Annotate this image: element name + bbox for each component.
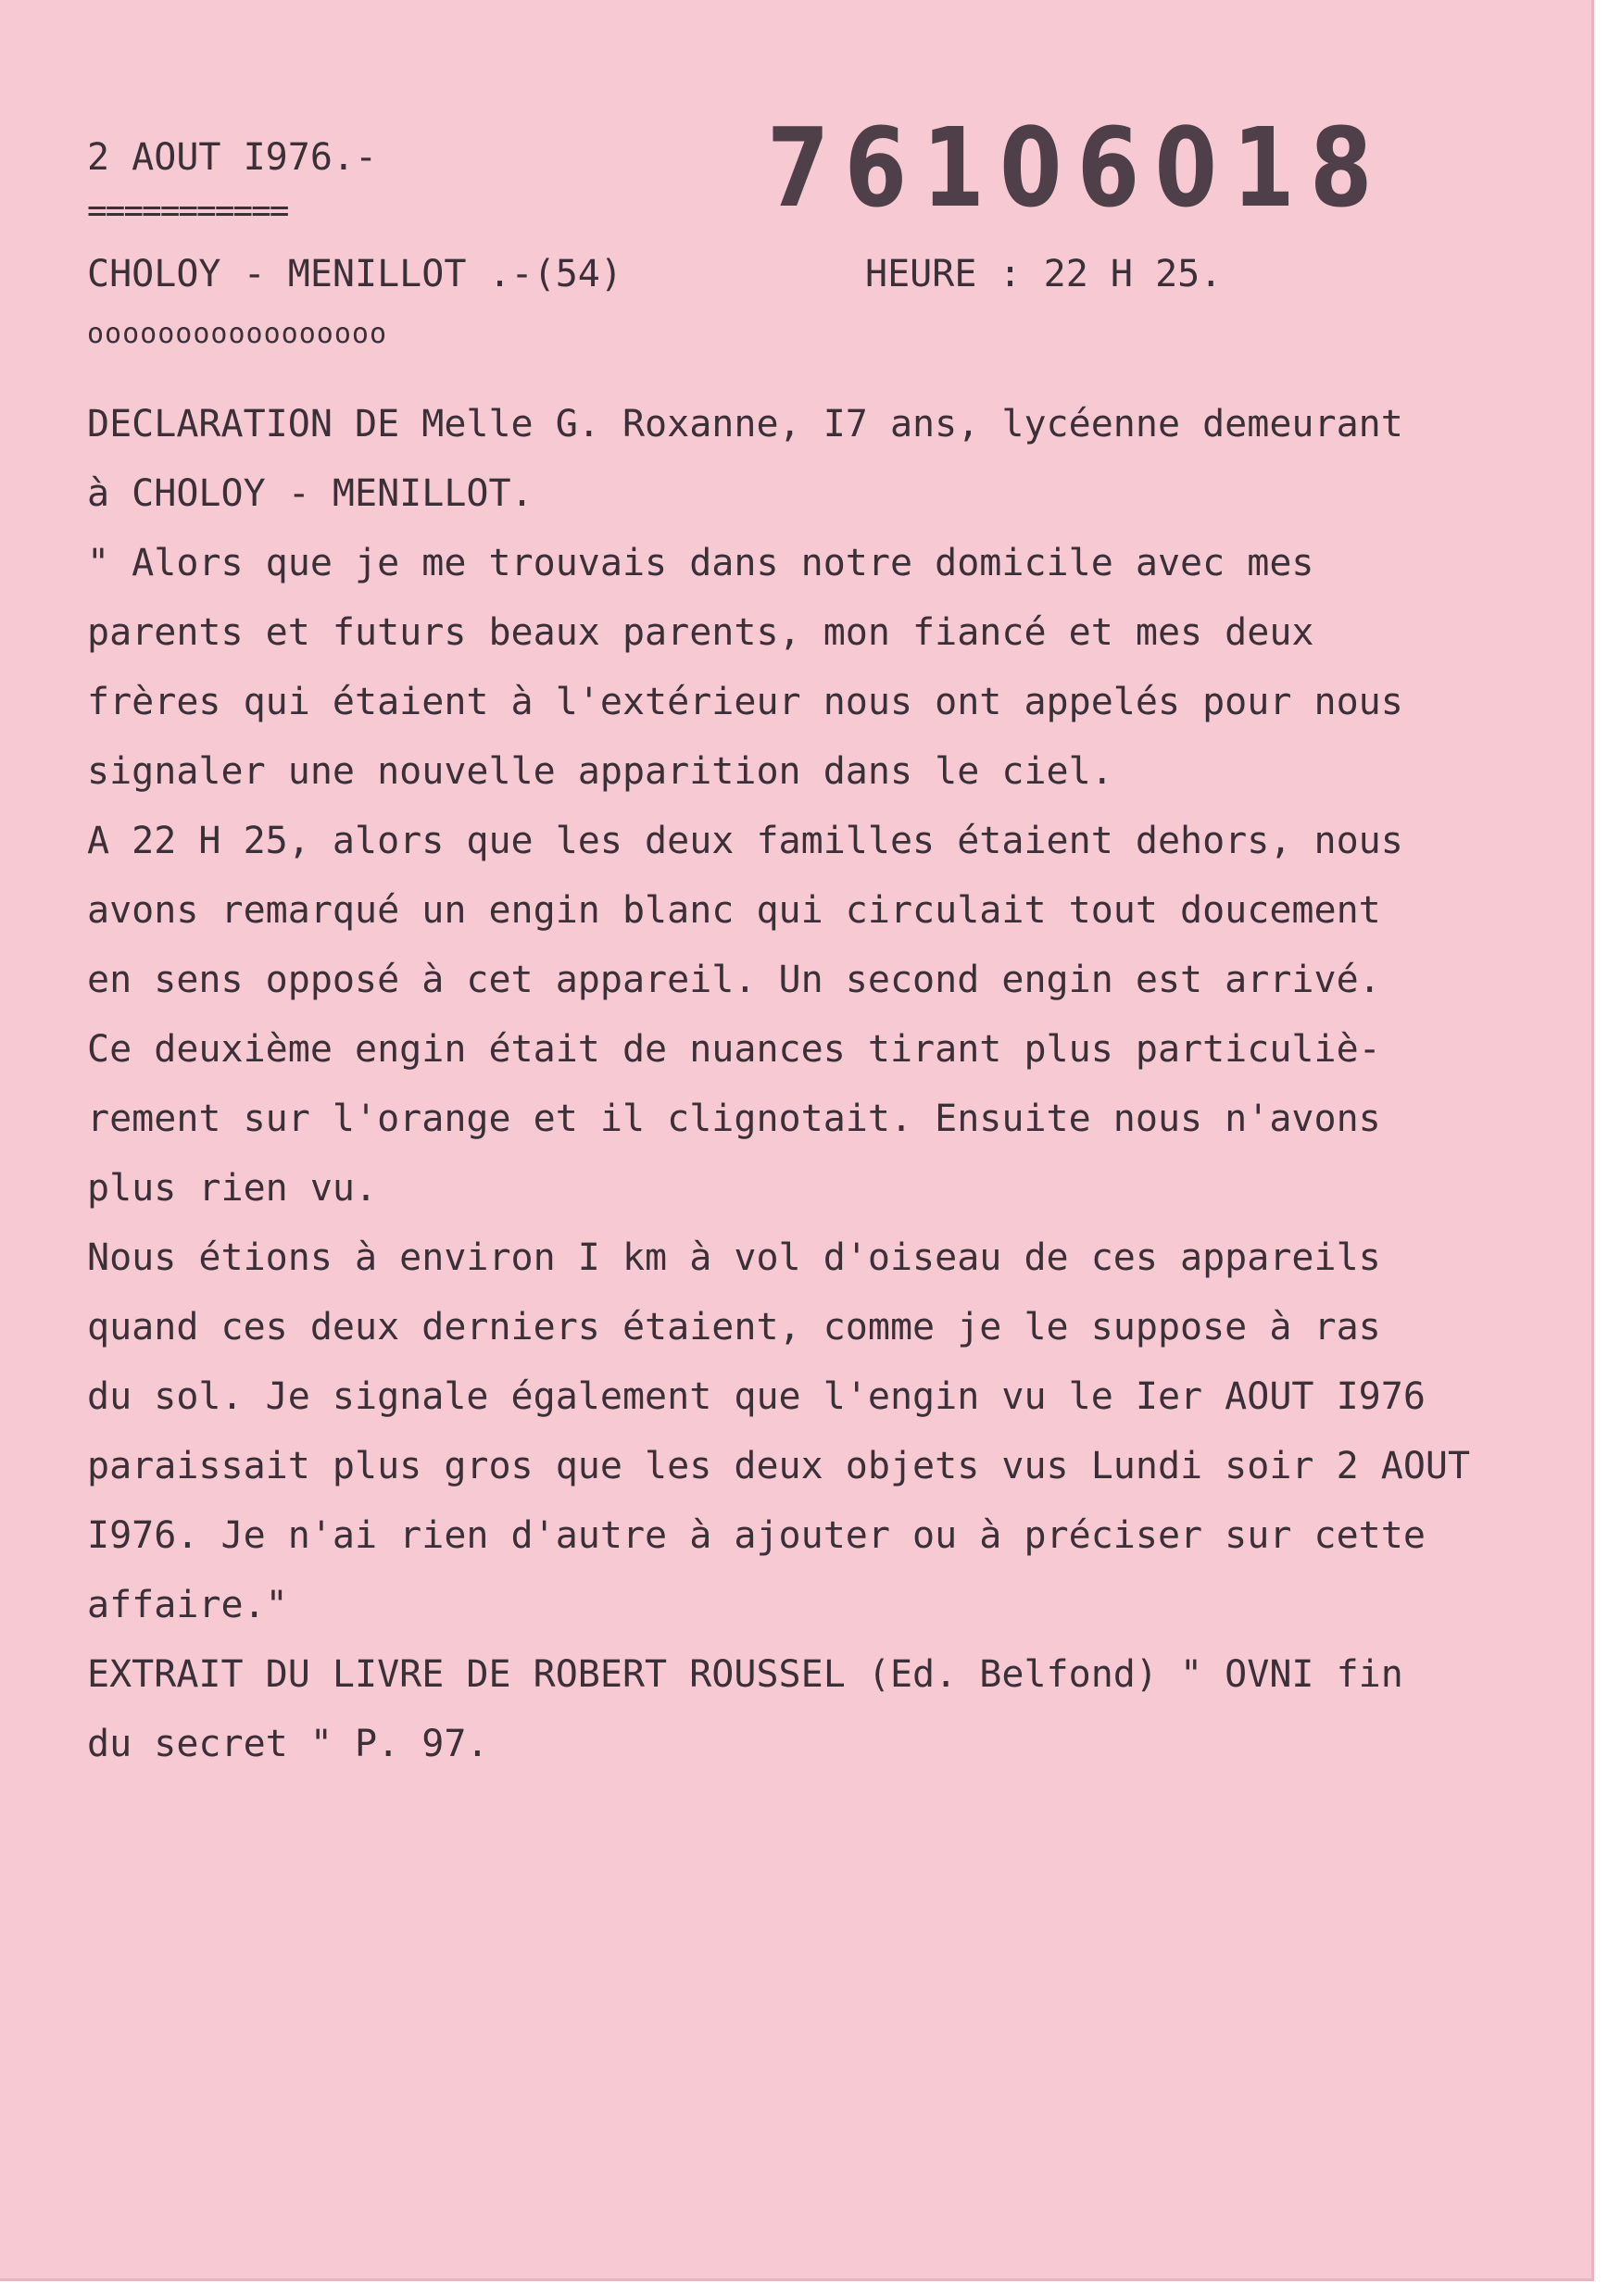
text-line: Ce deuxième engin était de nuances tirant plus particuliè- [87, 1028, 1381, 1071]
text-line: A 22 H 25, alors que les deux familles étaient dehors, nous [87, 820, 1403, 862]
text-line: DECLARATION DE Melle G. Roxanne, I7 ans, lycéenne demeurant [87, 403, 1403, 445]
text-line: I976. Je n'ai rien d'autre à ajouter ou à préciser sur cette [87, 1514, 1426, 1557]
stamped-document-number: 76106018 [767, 104, 1388, 232]
date-underline: =========== [87, 192, 288, 230]
source-citation-line: EXTRAIT DU LIVRE DE ROBERT ROUSSEL (Ed. Belfond) " OVNI fin [87, 1653, 1403, 1696]
text-line: Nous étions à environ I km à vol d'oiseau de ces appareils [87, 1236, 1381, 1279]
text-line: quand ces deux derniers étaient, comme je le suppose à ras [87, 1306, 1381, 1349]
declaration-text [87, 390, 1470, 1779]
text-line: plus rien vu. [87, 1167, 378, 1210]
text-line: paraissait plus gros que les deux objets vus Lundi soir 2 AOUT [87, 1445, 1471, 1487]
text-line: signaler une nouvelle apparition dans le ciel. [87, 750, 1113, 793]
text-line: en sens opposé à cet appareil. Un second engin est arrivé. [87, 959, 1381, 1001]
text-line: " Alors que je me trouvais dans notre domicile avec mes [87, 542, 1314, 584]
time-of-event: HEURE : 22 H 25. [865, 253, 1223, 295]
text-line: frères qui étaient à l'extérieur nous ont appelés pour nous [87, 681, 1403, 723]
text-line: parents et futurs beaux parents, mon fiancé et mes deux [87, 611, 1314, 654]
text-line: avons remarqué un engin blanc qui circulait tout doucement [87, 889, 1381, 932]
text-line: rement sur l'orange et il clignotait. Ensuite nous n'avons [87, 1098, 1381, 1140]
location-underline: ooooooooooooooooo [87, 318, 388, 350]
source-citation-line: du secret " P. 97. [87, 1723, 489, 1765]
text-line: à CHOLOY - MENILLOT. [87, 472, 534, 515]
location: CHOLOY - MENILLOT .-(54) [87, 253, 622, 295]
report-date: 2 AOUT I976.- [87, 136, 378, 179]
text-line: affaire." [87, 1584, 288, 1626]
text-line: du sol. Je signale également que l'engin vu le Ier AOUT I976 [87, 1375, 1426, 1418]
